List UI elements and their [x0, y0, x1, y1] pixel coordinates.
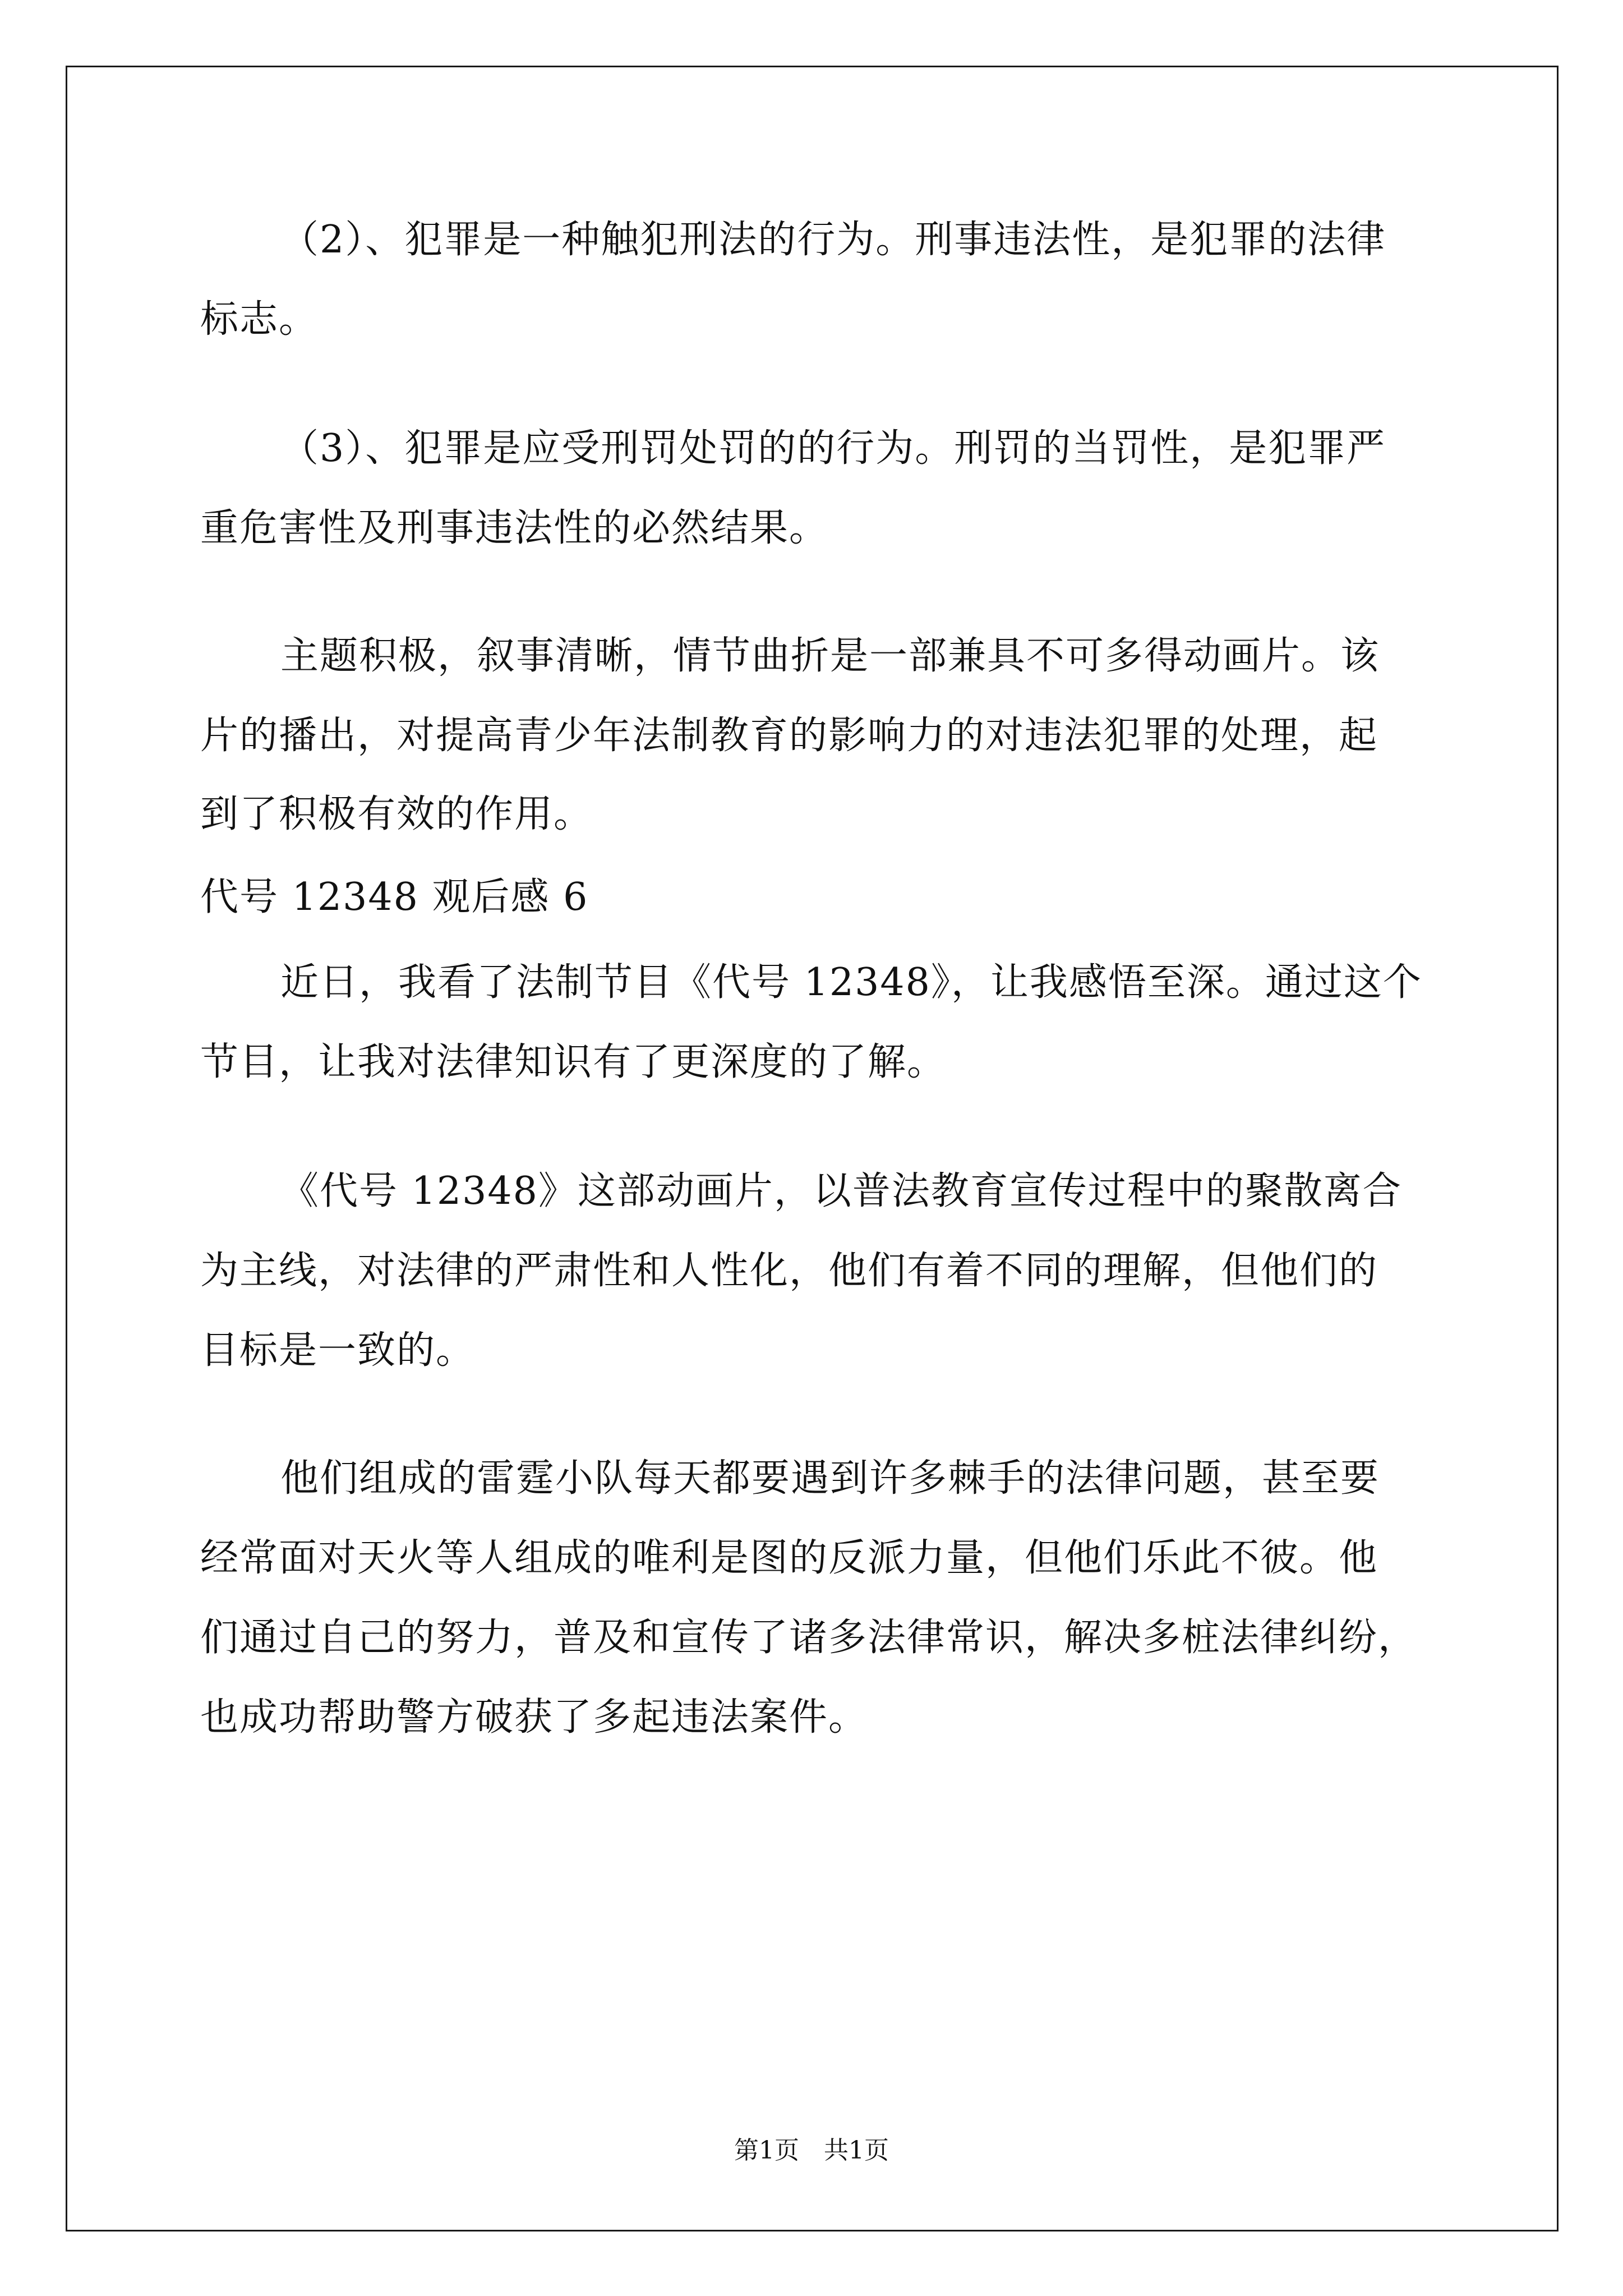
paragraph-line: 片的播出，对提高青少年法制教育的影响力的对违法犯罪的处理，起: [200, 714, 1378, 758]
paragraph-line: 他们组成的雷霆小队每天都要遇到许多棘手的法律问题，甚至要: [280, 1456, 1380, 1501]
page-border: [66, 66, 1559, 2231]
paragraph-line: 主题积极，叙事清晰，情节曲折是一部兼具不可多得动画片。该: [280, 634, 1380, 678]
section-heading: 代号 12348 观后感 6: [200, 875, 589, 919]
paragraph-line: 为主线，对法律的严肃性和人性化，他们有着不同的理解，但他们的: [200, 1249, 1378, 1293]
paragraph-line: 节目，让我对法律知识有了更深度的了解。: [200, 1040, 947, 1084]
paragraph-line: 到了积极有效的作用。: [200, 792, 593, 836]
paragraph-line: 经常面对天火等人组成的唯利是图的反派力量，但他们乐此不彼。他: [200, 1536, 1378, 1580]
paragraph-line: 也成功帮助警方破获了多起违法案件。: [200, 1695, 868, 1740]
paragraph-line: 标志。: [200, 297, 319, 342]
paragraph-line: 们通过自己的努力，普及和宣传了诸多法律常识，解决多桩法律纠纷，: [200, 1616, 1418, 1660]
page-footer: 第1页 共1页: [734, 2136, 889, 2165]
paragraph-line: 重危害性及刑事违法性的必然结果。: [200, 506, 829, 550]
paragraph-line: （3）、犯罪是应受刑罚处罚的的行为。刑罚的当罚性，是犯罪严: [280, 426, 1386, 471]
paragraph-line: 《代号 12348》这部动画片，以普法教育宣传过程中的聚散离合: [280, 1169, 1402, 1213]
paragraph-line: 目标是一致的。: [200, 1328, 476, 1373]
paragraph-line: 近日，我看了法制节目《代号 12348》，让我感悟至深。通过这个: [280, 960, 1422, 1005]
paragraph-line: （2）、犯罪是一种触犯刑法的行为。刑事违法性，是犯罪的法律: [280, 218, 1386, 262]
